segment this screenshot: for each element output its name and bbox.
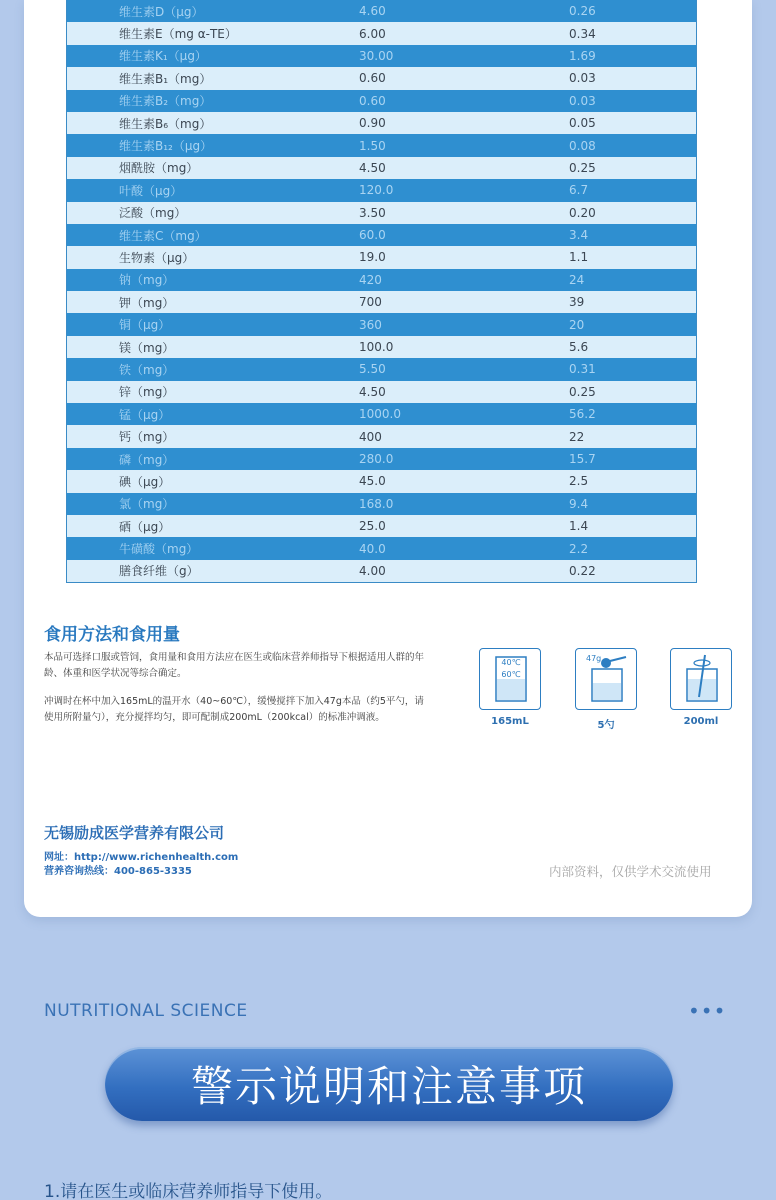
section-title-banner [105, 1047, 673, 1121]
nutrient-name: 铁（mg） [119, 362, 175, 377]
nutrition-row [67, 45, 696, 67]
nutrition-row [67, 358, 696, 380]
nutrition-row [67, 224, 696, 246]
value-per-100g: 25.0 [359, 519, 386, 534]
nutrient-name: 碘（μg） [119, 474, 171, 489]
step-stir-icon [670, 648, 732, 710]
value-per-100kcal: 2.5 [569, 474, 589, 489]
value-per-100g: 0.90 [359, 116, 386, 131]
nutrient-name: 镁（mg） [119, 340, 175, 355]
company-name: 无锡励成医学营养有限公司 [44, 824, 225, 842]
value-per-100kcal: 0.26 [569, 4, 596, 19]
nutrient-name: 维生素B₂（mg） [119, 94, 212, 109]
nutrition-row [67, 336, 696, 358]
step-water-caption: 165mL [491, 716, 529, 727]
value-per-100kcal: 2.2 [569, 541, 589, 556]
nutrition-row [67, 202, 696, 224]
more-dots-icon: ••• [688, 999, 727, 1023]
value-per-100g: 1000.0 [359, 407, 401, 422]
nutrient-name: 泛酸（mg） [119, 206, 187, 221]
nutrition-row [67, 291, 696, 313]
nutrient-name: 生物素（μg） [119, 250, 195, 265]
nutrient-name: 锰（μg） [119, 407, 171, 422]
value-per-100kcal: 0.03 [569, 71, 596, 86]
step-scoop-top-label: 47g [586, 654, 602, 663]
value-per-100g: 4.50 [359, 160, 386, 175]
value-per-100g: 40.0 [359, 541, 386, 556]
step-water-mid-label: 60℃ [501, 670, 521, 679]
value-per-100g: 420 [359, 272, 382, 287]
nutrition-row [67, 134, 696, 156]
nutrient-name: 维生素B₁₂（μg） [119, 139, 213, 154]
value-per-100kcal: 20 [569, 317, 585, 332]
value-per-100g: 120.0 [359, 183, 394, 198]
value-per-100kcal: 24 [569, 272, 585, 287]
nutrient-name: 维生素B₁（mg） [119, 71, 212, 86]
nutrition-row [67, 470, 696, 492]
nutrition-row [67, 0, 696, 22]
nutrient-name: 硒（μg） [119, 519, 171, 534]
value-per-100g: 5.50 [359, 362, 386, 377]
nutrient-name: 烟酰胺（mg） [119, 161, 199, 176]
value-per-100kcal: 5.6 [569, 340, 589, 355]
usage-paragraph-1: 本品可选择口服或管饲，食用量和食用方法应在医生或临床营养师指导下根据适用人群的年龄、体重和医学状况等综合确定。 [44, 652, 425, 679]
value-per-100kcal: 15.7 [569, 452, 596, 466]
value-per-100kcal: 0.34 [569, 26, 596, 41]
value-per-100kcal: 56.2 [569, 407, 596, 422]
value-per-100kcal: 0.31 [569, 362, 596, 377]
nutrition-row [67, 560, 696, 582]
nutrition-row [67, 22, 696, 44]
value-per-100g: 1.50 [359, 138, 386, 153]
value-per-100g: 60.0 [359, 228, 386, 243]
value-per-100kcal: 39 [569, 295, 585, 310]
value-per-100g: 6.00 [359, 26, 386, 41]
nutrition-row [67, 537, 696, 559]
value-per-100g: 30.00 [359, 48, 394, 63]
value-per-100kcal: 0.22 [569, 563, 596, 578]
step-water-top-label: 40℃ [501, 658, 521, 667]
nutrition-row [67, 269, 696, 291]
value-per-100kcal: 6.7 [569, 183, 589, 198]
value-per-100kcal: 3.4 [569, 228, 589, 243]
value-per-100kcal: 0.25 [569, 160, 596, 175]
value-per-100g: 45.0 [359, 474, 386, 489]
nutrient-name: 铜（μg） [119, 318, 171, 333]
value-per-100kcal: 9.4 [569, 496, 589, 511]
value-per-100g: 400 [359, 429, 382, 444]
usage-paragraph-2: 冲调时在杯中加入165mL的温开水（40~60℃），缓慢搅拌下加入47g本品（约5平勺，请使用所附量勺），充分搅拌均匀，即可配制成200mL（200kcal）的标准冲调液。 [44, 696, 424, 723]
nutrient-name: 钾（mg） [119, 295, 175, 310]
usage-title: 食用方法和食用量 [44, 625, 180, 645]
section-label: NUTRITIONAL SCIENCE [44, 1001, 248, 1021]
nutrition-row [67, 493, 696, 515]
nutrition-row [67, 515, 696, 537]
value-per-100kcal: 1.69 [569, 48, 596, 63]
value-per-100kcal: 0.08 [569, 138, 596, 153]
nutrition-row [67, 112, 696, 134]
nutrient-name: 叶酸（μg） [119, 183, 183, 198]
value-per-100kcal: 1.4 [569, 519, 589, 534]
nutrition-row [67, 448, 696, 470]
value-per-100kcal: 0.25 [569, 384, 596, 399]
value-per-100g: 100.0 [359, 340, 394, 355]
nutrient-name: 锌（mg） [119, 385, 175, 400]
value-per-100g: 4.50 [359, 384, 386, 399]
nutrient-name: 维生素B₆（mg） [119, 116, 212, 131]
nutrition-row [67, 381, 696, 403]
value-per-100g: 3.50 [359, 205, 386, 220]
nutrition-row [67, 90, 696, 112]
value-per-100g: 168.0 [359, 496, 394, 511]
value-per-100g: 280.0 [359, 452, 394, 466]
nutrition-row [67, 67, 696, 89]
nutrient-name: 维生素C（mg） [119, 228, 207, 243]
value-per-100g: 0.60 [359, 93, 386, 108]
nutrient-name: 钠（mg） [119, 273, 175, 288]
value-per-100kcal: 1.1 [569, 250, 589, 265]
nutrition-row [67, 403, 696, 425]
value-per-100g: 19.0 [359, 250, 386, 265]
nutrient-name: 氯（mg） [119, 497, 175, 512]
company-hotline: 营养咨询热线：400-865-3335 [44, 866, 192, 877]
step-scoop-icon [575, 648, 637, 710]
nutrition-row [67, 425, 696, 447]
nutrient-name: 钙（mg） [119, 430, 175, 445]
value-per-100kcal: 0.20 [569, 205, 596, 220]
value-per-100g: 4.60 [359, 4, 386, 19]
section-title: 警示说明和注意事项 [190, 1062, 587, 1111]
nutrient-name: 维生素K₁（μg） [119, 49, 207, 64]
step-stir-caption: 200ml [683, 716, 719, 727]
value-per-100kcal: 0.05 [569, 116, 596, 131]
nutrient-name: 牛磺酸（mg） [119, 542, 199, 557]
warning-note-1: 1.请在医生或临床营养师指导下使用。 [44, 1182, 333, 1200]
company-website: 网址：http://www.richenhealth.com [44, 852, 239, 863]
nutrient-name: 维生素E（mg α-TE） [119, 27, 237, 42]
nutrition-row [67, 157, 696, 179]
nutrient-name: 维生素D（μg） [119, 4, 204, 19]
nutrition-row [67, 179, 696, 201]
step-scoop-caption: 5勺 [597, 720, 615, 731]
internal-use-note: 内部资料，仅供学术交流使用 [549, 864, 712, 879]
value-per-100g: 0.60 [359, 71, 386, 86]
value-per-100g: 700 [359, 295, 382, 310]
nutrition-table [66, 0, 697, 583]
value-per-100kcal: 0.03 [569, 93, 596, 108]
value-per-100g: 360 [359, 317, 382, 332]
value-per-100g: 4.00 [359, 563, 386, 578]
nutrient-name: 膳食纤维（g） [119, 564, 199, 579]
value-per-100kcal: 22 [569, 429, 585, 444]
nutrient-name: 磷（mg） [119, 452, 175, 467]
step-water-icon [479, 648, 541, 710]
nutrition-row [67, 313, 696, 335]
nutrition-row [67, 246, 696, 268]
